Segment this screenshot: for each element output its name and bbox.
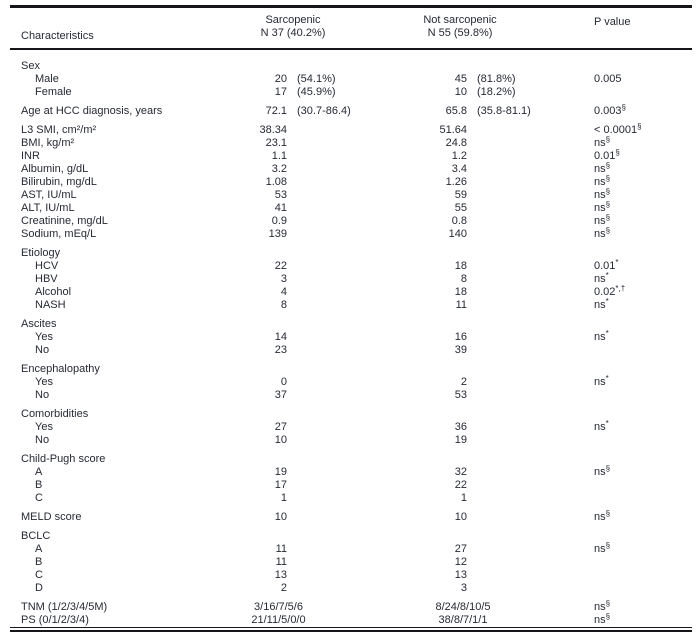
row-label: HBV	[35, 273, 58, 285]
sarcopenic-value	[220, 408, 287, 421]
not-sarcopenic-value: 19	[454, 434, 467, 446]
not-sarcopenic-value: 10	[454, 511, 467, 523]
table-row	[0, 124, 698, 137]
row-label: D	[35, 582, 43, 594]
not-sarcopenic-paren-value	[467, 363, 563, 376]
table-row	[0, 421, 698, 434]
not-sarcopenic-value: 45	[454, 73, 467, 85]
sarcopenic-value: 19	[274, 466, 287, 478]
sarcopenic-value: 1	[280, 492, 287, 504]
not-sarcopenic-value: 10	[454, 86, 467, 98]
not-sarcopenic-paren-value	[467, 247, 563, 260]
table-row	[0, 530, 698, 543]
sarcopenic-paren-value	[287, 215, 383, 228]
not-sarcopenic-value: 1.2	[451, 150, 467, 162]
row-label: MELD score	[21, 511, 82, 523]
p-value: ns*	[594, 271, 609, 285]
sarcopenic-paren-value	[287, 137, 383, 150]
row-label: Sex	[21, 60, 40, 72]
row-label: Yes	[35, 331, 53, 343]
p-value: ns*	[594, 419, 609, 433]
sarcopenic-paren-value	[287, 582, 383, 595]
p-value: ns§	[594, 174, 611, 188]
not-sarcopenic-value	[383, 453, 467, 466]
table-row	[0, 150, 698, 163]
sarcopenic-value	[220, 530, 287, 543]
sarcopenic-paren-value	[287, 543, 383, 556]
col-header-not-sarcopenic-n: N 55 (59.8%)	[427, 27, 493, 39]
row-label: Comorbidities	[21, 408, 89, 420]
p-value	[563, 434, 698, 447]
p-value	[563, 318, 698, 331]
row-label: Yes	[35, 421, 53, 433]
table-row	[0, 344, 698, 357]
not-sarcopenic-paren-value	[467, 543, 563, 556]
not-sarcopenic-value: 53	[454, 389, 467, 401]
row-label: B	[35, 556, 43, 568]
sarcopenic-value: 2	[280, 582, 287, 594]
table-row	[0, 408, 698, 421]
row-label: A	[35, 466, 43, 478]
p-value	[563, 86, 698, 99]
not-sarcopenic-paren-value: (35.8-81.1)	[477, 105, 531, 117]
sarcopenic-value: 11	[275, 543, 287, 555]
table-row	[0, 189, 698, 202]
sarcopenic-paren-value	[287, 260, 383, 273]
not-sarcopenic-value: 1	[460, 492, 467, 504]
table-row	[0, 299, 698, 312]
sarcopenic-value: 0.9	[271, 215, 287, 227]
row-label: No	[35, 389, 50, 401]
table-body	[0, 54, 698, 627]
p-value: ns§	[594, 541, 611, 555]
not-sarcopenic-paren-value	[467, 189, 563, 202]
not-sarcopenic-value: 3.4	[451, 163, 467, 175]
p-value: ns§	[594, 599, 611, 613]
p-value	[563, 492, 698, 505]
not-sarcopenic-value: 1.26	[445, 176, 467, 188]
sarcopenic-value: 10	[274, 511, 287, 523]
sarcopenic-paren-value	[287, 511, 383, 524]
not-sarcopenic-paren-value	[467, 331, 563, 344]
not-sarcopenic-paren-value	[467, 530, 563, 543]
sarcopenic-paren-value	[287, 421, 383, 434]
p-value: 0.003§	[594, 103, 626, 117]
sarcopenic-paren-value	[287, 286, 383, 299]
p-value: 0.01§	[594, 148, 620, 162]
row-label: B	[35, 479, 43, 491]
p-value: ns§	[594, 213, 611, 227]
not-sarcopenic-value: 55	[454, 202, 467, 214]
row-label: Albumin, g/dL	[21, 163, 89, 175]
p-value	[563, 247, 698, 260]
p-value	[563, 569, 698, 582]
not-sarcopenic-value: 13	[454, 569, 467, 581]
table-row	[0, 105, 698, 118]
row-label: Sodium, mEq/L	[21, 228, 97, 240]
sarcopenic-value: 3/16/7/5/6	[254, 601, 303, 613]
col-header-pvalue: P value	[594, 16, 631, 28]
row-label: No	[35, 434, 50, 446]
not-sarcopenic-paren-value	[467, 376, 563, 389]
not-sarcopenic-paren-value	[467, 202, 563, 215]
sarcopenic-paren-value	[287, 569, 383, 582]
sarcopenic-paren-value	[287, 247, 383, 260]
row-label: C	[35, 569, 43, 581]
sarcopenic-value: 23.1	[265, 137, 287, 149]
sarcopenic-value: 1.08	[265, 176, 287, 188]
not-sarcopenic-value	[383, 363, 467, 376]
col-header-characteristics: Characteristics	[21, 30, 94, 42]
row-label: Encephalopathy	[21, 363, 100, 375]
row-label: Female	[35, 86, 72, 98]
row-label: Male	[35, 73, 59, 85]
sarcopenic-value: 8	[280, 299, 287, 311]
sarcopenic-paren-value: (54.1%)	[297, 73, 336, 85]
row-label: C	[35, 492, 43, 504]
sarcopenic-value: 23	[274, 344, 287, 356]
sarcopenic-value: 37	[274, 389, 287, 401]
table-row	[0, 479, 698, 492]
sarcopenic-paren-value	[287, 466, 383, 479]
p-value: 0.01*	[594, 258, 619, 272]
table-bottom-rule-thin	[10, 627, 692, 628]
col-header-sarcopenic	[261, 14, 326, 40]
p-value	[563, 389, 698, 402]
p-value	[563, 363, 698, 376]
not-sarcopenic-value: 11	[455, 299, 467, 311]
sarcopenic-paren-value	[287, 228, 383, 241]
table-row	[0, 511, 698, 524]
not-sarcopenic-paren-value	[467, 299, 563, 312]
not-sarcopenic-value: 32	[454, 466, 467, 478]
not-sarcopenic-paren-value: (81.8%)	[477, 73, 516, 85]
table-top-rule	[10, 5, 692, 8]
row-label: PS (0/1/2/3/4)	[21, 614, 89, 626]
sarcopenic-value	[220, 453, 287, 466]
table-row	[0, 389, 698, 402]
not-sarcopenic-value: 8	[460, 273, 467, 285]
sarcopenic-paren-value	[287, 202, 383, 215]
sarcopenic-value	[220, 60, 287, 73]
sarcopenic-value: 14	[274, 331, 287, 343]
table-row	[0, 582, 698, 595]
sarcopenic-value: 38.34	[259, 124, 287, 136]
not-sarcopenic-value: 38/8/7/1/1	[438, 614, 488, 626]
row-label: Creatinine, mg/dL	[21, 215, 108, 227]
row-label: TNM (1/2/3/4/5M)	[21, 601, 108, 613]
p-value	[563, 408, 698, 421]
col-header-not-sarcopenic	[423, 14, 496, 40]
col-header-sarcopenic-name: Sarcopenic	[265, 14, 321, 26]
not-sarcopenic-value: 22	[454, 479, 467, 491]
sarcopenic-value: 72.1	[265, 105, 287, 117]
not-sarcopenic-paren-value	[467, 137, 563, 150]
not-sarcopenic-value: 12	[454, 556, 467, 568]
sarcopenic-value: 3.2	[271, 163, 287, 175]
p-value	[563, 479, 698, 492]
row-label: AST, IU/mL	[21, 189, 77, 201]
sarcopenic-value: 13	[274, 569, 287, 581]
not-sarcopenic-paren-value	[467, 389, 563, 402]
not-sarcopenic-paren-value	[467, 511, 563, 524]
not-sarcopenic-paren-value	[467, 434, 563, 447]
not-sarcopenic-paren-value	[467, 408, 563, 421]
p-value: ns§	[594, 464, 611, 478]
not-sarcopenic-paren-value	[467, 150, 563, 163]
sarcopenic-paren-value: (45.9%)	[297, 86, 336, 98]
sarcopenic-paren-value	[287, 556, 383, 569]
not-sarcopenic-paren-value	[467, 228, 563, 241]
sarcopenic-value: 53	[274, 189, 287, 201]
row-label: ALT, IU/mL	[21, 202, 75, 214]
sarcopenic-paren-value	[287, 273, 383, 286]
not-sarcopenic-value: 0.8	[451, 215, 467, 227]
table-row	[0, 453, 698, 466]
table-row	[0, 466, 698, 479]
sarcopenic-value: 22	[274, 260, 287, 272]
sarcopenic-paren-value	[287, 176, 383, 189]
p-value: ns*	[594, 374, 609, 388]
sarcopenic-value: 20	[274, 73, 287, 85]
sarcopenic-paren-value	[287, 389, 383, 402]
row-label: INR	[21, 150, 40, 162]
not-sarcopenic-paren-value	[467, 273, 563, 286]
not-sarcopenic-value: 24.8	[445, 137, 467, 149]
sarcopenic-value: 27	[274, 421, 287, 433]
row-label: L3 SMI, cm²/m²	[21, 124, 97, 136]
p-value: ns§	[594, 135, 611, 149]
table-row	[0, 543, 698, 556]
table-row	[0, 318, 698, 331]
sarcopenic-paren-value	[287, 60, 383, 73]
sarcopenic-value: 17	[274, 86, 287, 98]
p-value	[563, 344, 698, 357]
sarcopenic-value: 1.1	[271, 150, 287, 162]
not-sarcopenic-paren-value	[467, 492, 563, 505]
sarcopenic-paren-value	[287, 492, 383, 505]
p-value: < 0.0001§	[594, 122, 642, 136]
table-row	[0, 363, 698, 376]
not-sarcopenic-value: 18	[454, 260, 467, 272]
row-label: Child-Pugh score	[21, 453, 106, 465]
not-sarcopenic-value: 59	[454, 189, 467, 201]
col-header-sarcopenic-n: N 37 (40.2%)	[260, 27, 326, 39]
not-sarcopenic-value	[383, 408, 467, 421]
col-header-not-sarcopenic-name: Not sarcopenic	[423, 14, 497, 26]
row-label: Etiology	[21, 247, 61, 259]
not-sarcopenic-value: 65.8	[445, 105, 467, 117]
not-sarcopenic-paren-value	[467, 124, 563, 137]
p-value	[563, 453, 698, 466]
table-row	[0, 202, 698, 215]
not-sarcopenic-value	[383, 60, 467, 73]
row-label: NASH	[35, 299, 66, 311]
row-label: Alcohol	[35, 286, 72, 298]
row-label: A	[35, 543, 43, 555]
table-row	[0, 569, 698, 582]
not-sarcopenic-value: 27	[454, 543, 467, 555]
not-sarcopenic-value	[383, 318, 467, 331]
not-sarcopenic-paren-value	[467, 318, 563, 331]
table-row	[0, 176, 698, 189]
sarcopenic-paren-value	[287, 344, 383, 357]
p-value	[563, 530, 698, 543]
table-row	[0, 434, 698, 447]
not-sarcopenic-value	[383, 247, 467, 260]
sarcopenic-value: 11	[275, 556, 287, 568]
not-sarcopenic-paren-value	[467, 260, 563, 273]
table-row	[0, 228, 698, 241]
sarcopenic-value: 139	[268, 228, 287, 240]
not-sarcopenic-paren-value	[467, 344, 563, 357]
sarcopenic-value	[220, 363, 287, 376]
p-value: ns§	[594, 509, 611, 523]
sarcopenic-value	[220, 318, 287, 331]
sarcopenic-value: 41	[274, 202, 287, 214]
table-row	[0, 260, 698, 273]
p-value: ns§	[594, 612, 611, 626]
not-sarcopenic-value: 16	[454, 331, 467, 343]
table-row	[0, 73, 698, 86]
not-sarcopenic-value: 8/24/8/10/5	[435, 601, 491, 613]
table-row	[0, 273, 698, 286]
row-label: BMI, kg/m²	[21, 137, 75, 149]
not-sarcopenic-value: 3	[460, 582, 467, 594]
table-row	[0, 86, 698, 99]
p-value	[563, 60, 698, 73]
table-row	[0, 286, 698, 299]
not-sarcopenic-paren-value	[467, 453, 563, 466]
not-sarcopenic-paren-value	[467, 215, 563, 228]
table-row	[0, 247, 698, 260]
table-row	[0, 137, 698, 150]
p-value: 0.02*,†	[594, 284, 626, 298]
sarcopenic-paren-value	[287, 331, 383, 344]
not-sarcopenic-paren-value	[467, 176, 563, 189]
sarcopenic-paren-value: (30.7-86.4)	[297, 105, 351, 117]
not-sarcopenic-value: 51.64	[439, 124, 467, 136]
not-sarcopenic-paren-value	[467, 479, 563, 492]
p-value	[563, 582, 698, 595]
not-sarcopenic-value: 36	[454, 421, 467, 433]
not-sarcopenic-paren-value	[467, 466, 563, 479]
table-row	[0, 163, 698, 176]
table-row	[0, 492, 698, 505]
sarcopenic-value: 17	[274, 479, 287, 491]
not-sarcopenic-value	[383, 530, 467, 543]
header-divider-rule	[10, 48, 692, 50]
p-value: ns§	[594, 161, 611, 175]
table-row	[0, 614, 698, 627]
table-row	[0, 60, 698, 73]
table-row	[0, 556, 698, 569]
row-label: Age at HCC diagnosis, years	[21, 105, 163, 117]
row-label: Ascites	[21, 318, 57, 330]
sarcopenic-paren-value	[287, 124, 383, 137]
row-label: Yes	[35, 376, 53, 388]
p-value: ns§	[594, 200, 611, 214]
p-value: ns§	[594, 226, 611, 240]
not-sarcopenic-paren-value	[467, 569, 563, 582]
sarcopenic-paren-value	[287, 163, 383, 176]
sarcopenic-value: 10	[274, 434, 287, 446]
sarcopenic-paren-value	[287, 453, 383, 466]
row-label: No	[35, 344, 50, 356]
not-sarcopenic-paren-value	[467, 286, 563, 299]
not-sarcopenic-paren-value	[467, 582, 563, 595]
not-sarcopenic-paren-value: (18.2%)	[477, 86, 516, 98]
sarcopenic-paren-value	[287, 376, 383, 389]
not-sarcopenic-value: 18	[454, 286, 467, 298]
row-label: Bilirubin, mg/dL	[21, 176, 97, 188]
row-label: HCV	[35, 260, 59, 272]
sarcopenic-value: 21/11/5/0/0	[251, 614, 306, 626]
not-sarcopenic-paren-value	[467, 556, 563, 569]
sarcopenic-paren-value	[287, 363, 383, 376]
sarcopenic-paren-value	[287, 299, 383, 312]
table-row	[0, 331, 698, 344]
row-label: BCLC	[21, 530, 51, 542]
not-sarcopenic-paren-value	[467, 60, 563, 73]
p-value: 0.005	[594, 73, 622, 85]
not-sarcopenic-paren-value	[467, 163, 563, 176]
sarcopenic-paren-value	[287, 189, 383, 202]
sarcopenic-value: 4	[280, 286, 287, 298]
sarcopenic-paren-value	[287, 150, 383, 163]
sarcopenic-paren-value	[287, 530, 383, 543]
sarcopenic-paren-value	[287, 318, 383, 331]
table-row	[0, 215, 698, 228]
table-row	[0, 376, 698, 389]
p-value: ns*	[594, 297, 609, 311]
table-bottom-rule-thick	[10, 630, 692, 632]
p-value: ns*	[594, 329, 609, 343]
table-row	[0, 601, 698, 614]
sarcopenic-paren-value	[287, 434, 383, 447]
not-sarcopenic-value: 39	[454, 344, 467, 356]
sarcopenic-value	[220, 247, 287, 260]
sarcopenic-value: 0	[280, 376, 287, 388]
not-sarcopenic-value: 2	[460, 376, 467, 388]
p-value	[563, 556, 698, 569]
p-value: ns§	[594, 187, 611, 201]
not-sarcopenic-value: 140	[448, 228, 467, 240]
sarcopenic-value: 3	[280, 273, 287, 285]
sarcopenic-paren-value	[287, 408, 383, 421]
sarcopenic-paren-value	[287, 479, 383, 492]
not-sarcopenic-paren-value	[467, 421, 563, 434]
